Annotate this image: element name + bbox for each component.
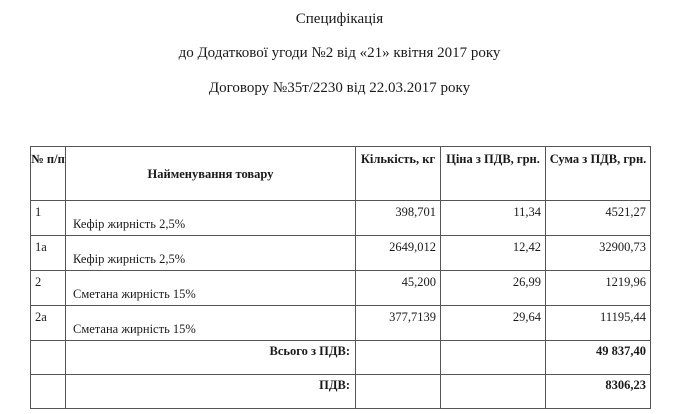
row-quantity: 45,200 xyxy=(356,271,441,306)
row-quantity: 2649,012 xyxy=(356,236,441,271)
document-subtitle: до Додаткової угоди №2 від «21» квітня 2017 року xyxy=(178,45,501,61)
vat-empty-cell xyxy=(441,375,546,409)
row-name: Кефір жирність 2,5% xyxy=(66,201,356,236)
header-name: Найменування товару xyxy=(66,147,356,201)
header-quantity: Кількість, кг xyxy=(356,147,441,201)
row-sum: 1219,96 xyxy=(546,271,651,306)
row-sum: 11195,44 xyxy=(546,306,651,341)
table-row xyxy=(31,271,651,306)
table-row xyxy=(31,201,651,236)
table-header-row xyxy=(31,147,651,201)
row-num: 1а xyxy=(31,236,66,271)
row-price: 29,64 xyxy=(441,306,546,341)
row-name: Сметана жирність 15% xyxy=(66,271,356,306)
table-row xyxy=(31,306,651,341)
row-name: Сметана жирність 15% xyxy=(66,306,356,341)
contract-reference: Договору №35т/2230 від 22.03.2017 року xyxy=(208,80,471,96)
total-label: Всього з ПДВ: xyxy=(66,341,356,375)
row-price: 26,99 xyxy=(441,271,546,306)
vat-empty-cell xyxy=(31,375,66,409)
row-price: 12,42 xyxy=(441,236,546,271)
vat-row xyxy=(31,375,651,409)
vat-empty-cell xyxy=(356,375,441,409)
total-empty-cell xyxy=(31,341,66,375)
document-title: Специфікація xyxy=(295,11,384,27)
row-num: 1 xyxy=(31,201,66,236)
total-empty-cell xyxy=(441,341,546,375)
row-sum: 32900,73 xyxy=(546,236,651,271)
specification-table xyxy=(30,146,651,409)
header-price: Ціна з ПДВ, грн. xyxy=(441,147,546,201)
vat-label: ПДВ: xyxy=(66,375,356,409)
total-value: 49 837,40 xyxy=(546,341,651,375)
vat-value: 8306,23 xyxy=(546,375,651,409)
table-row xyxy=(31,236,651,271)
total-row xyxy=(31,341,651,375)
row-num: 2а xyxy=(31,306,66,341)
row-num: 2 xyxy=(31,271,66,306)
row-quantity: 377,7139 xyxy=(356,306,441,341)
header-sum: Сума з ПДВ, грн. xyxy=(546,147,651,201)
row-sum: 4521,27 xyxy=(546,201,651,236)
row-price: 11,34 xyxy=(441,201,546,236)
total-empty-cell xyxy=(356,341,441,375)
row-name: Кефір жирність 2,5% xyxy=(66,236,356,271)
row-quantity: 398,701 xyxy=(356,201,441,236)
header-num: № п/п xyxy=(31,147,66,201)
